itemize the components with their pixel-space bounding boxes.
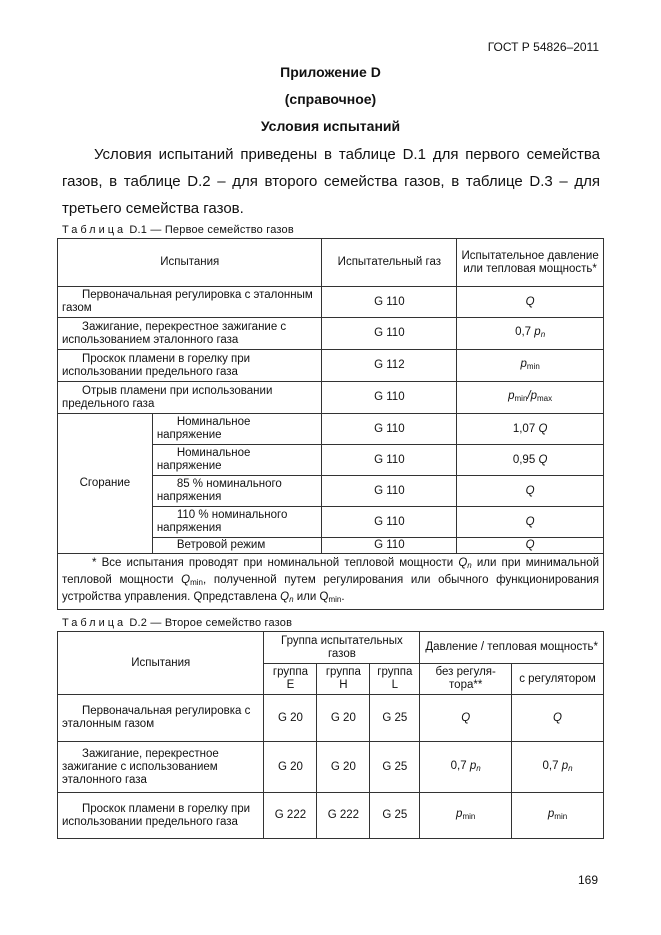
table-row: [58, 695, 604, 742]
caption-prefix: Таблица: [62, 224, 127, 236]
note-text: * Все испытания проводят при номинальной тепловой мощности: [92, 557, 459, 569]
value-cell: [457, 287, 604, 318]
note-text: или при минимальной тепловой мощности: [62, 557, 600, 586]
table1-footnote: [58, 554, 604, 610]
th-group-l: группа L: [370, 664, 420, 695]
th-group-h: группа H: [317, 664, 370, 695]
sub-test: 85 % номинального напряжения: [152, 476, 322, 507]
gas-l: G 25: [370, 793, 420, 839]
note-symbol: Q: [280, 591, 290, 603]
gas-cell: G 112: [322, 350, 457, 382]
test-name: Проскок пламени в горелку при использовании предельного газа: [58, 793, 264, 839]
gas-cell: G 110: [322, 445, 457, 476]
value: Q: [525, 295, 535, 308]
note-text: или Q: [293, 591, 329, 603]
value-subscript: min: [514, 394, 528, 403]
value-subscript: min: [462, 812, 476, 821]
gas-cell: G 110: [322, 382, 457, 414]
appendix-title: Приложение D: [280, 64, 381, 80]
note-text: , полученной путем регулирования или обычного функционирования устройства управления. Q: [62, 574, 599, 603]
table1-caption: [62, 224, 294, 236]
table1-header-row: [58, 239, 604, 287]
note-subscript: min: [190, 578, 203, 587]
value-cell: [457, 318, 604, 350]
value-symbol: p: [547, 808, 555, 820]
table-row: [58, 414, 604, 445]
sub-test: 110 % номинального напряжения: [152, 507, 322, 538]
gas-e: G 20: [264, 695, 317, 742]
gas-cell: G 110: [322, 287, 457, 318]
table-row: [58, 287, 604, 318]
gas-l: G 25: [370, 695, 420, 742]
table2-header-row: [58, 632, 604, 664]
gas-cell: G 110: [322, 507, 457, 538]
gas-h: G 222: [317, 793, 370, 839]
appendix-subtitle: (справочное): [284, 91, 377, 107]
value-symbol-2: /p: [527, 390, 537, 402]
value-symbol: p: [534, 326, 541, 338]
caption-text: D.2 — Второе семейство газов: [126, 617, 293, 629]
value-symbol: p: [508, 390, 515, 402]
intro-paragraph: Условия испытаний приведены в таблице D.1 для первого семейства газов, в таблице D.2 – для второго семейства газов, в таблице D.3 – для третьего семейства газов.: [62, 146, 600, 217]
value: Q: [461, 711, 471, 724]
table-d1: [57, 238, 604, 610]
th-pressure: Давление / тепловая мощность*: [420, 632, 604, 664]
value-cell: [457, 414, 604, 445]
table-d2: [57, 631, 604, 839]
value: 0,7: [450, 759, 467, 772]
table-row: [58, 350, 604, 382]
value-symbol: p: [520, 358, 527, 370]
value-cell: [457, 507, 604, 538]
value-with-reg: [512, 793, 604, 839]
value: Q: [525, 484, 535, 497]
note-subscript: n: [467, 561, 472, 570]
value: 1,07: [512, 422, 536, 435]
value: 0,95: [512, 453, 536, 466]
th-tests: Испытания: [58, 632, 264, 695]
value-symbol: Q: [538, 422, 548, 435]
table2-caption: [62, 617, 292, 629]
value-cell: [457, 445, 604, 476]
caption-text: D.1 — Первое семейство газов: [126, 224, 294, 236]
combustion-label: Сгорание: [58, 414, 153, 554]
gas-cell: G 110: [322, 318, 457, 350]
value: 0,7: [515, 326, 532, 338]
value-subscript: n: [568, 763, 573, 773]
page-number: 169: [578, 873, 599, 887]
test-name: Зажигание, перекрестное зажигание с использованием эталонного газа: [58, 742, 264, 793]
value-with-reg: [512, 695, 604, 742]
value: Q: [525, 515, 535, 528]
value-subscript: n: [540, 330, 546, 339]
caption-prefix: Таблица: [62, 617, 127, 629]
gas-e: G 222: [264, 793, 317, 839]
value-subscript-2: max: [537, 394, 553, 403]
gas-cell: G 110: [322, 538, 457, 554]
sub-test: Номинальное напряжение: [152, 414, 322, 445]
test-name: Проскок пламени в горелку при использовании предельного газа: [58, 350, 322, 382]
table1-note-row: [58, 554, 604, 610]
note-text: представлена: [202, 591, 281, 603]
table-row: [58, 318, 604, 350]
note-text: .: [341, 591, 345, 603]
value-cell: [457, 476, 604, 507]
value: 0,7: [542, 759, 559, 772]
table-row: [58, 793, 604, 839]
value-symbol: p: [561, 759, 569, 772]
th-pressure: Испытательное давление или тепловая мощность*: [457, 239, 604, 287]
value-cell: [457, 350, 604, 382]
note-subscript: n: [289, 595, 294, 604]
value-symbol: p: [469, 759, 477, 772]
value-with-reg: [512, 742, 604, 793]
test-name: Зажигание, перекрестное зажигание с использованием эталонного газа: [58, 318, 322, 350]
value-symbol: Q: [538, 453, 548, 466]
value-subscript: min: [526, 362, 540, 371]
value-subscript: n: [476, 763, 481, 773]
gas-cell: G 110: [322, 414, 457, 445]
table-row: [58, 742, 604, 793]
value: Q: [553, 711, 562, 724]
th-groups: Группа испытательных газов: [264, 632, 420, 664]
document-header: ГОСТ Р 54826–2011: [487, 40, 599, 54]
th-group-e: группа E: [264, 664, 317, 695]
sub-test: Номинальное напряжение: [152, 445, 322, 476]
note-subscript: min: [328, 595, 342, 604]
value-no-reg: [420, 742, 512, 793]
gas-cell: G 110: [322, 476, 457, 507]
value: Q: [525, 539, 535, 551]
value-subscript: min: [554, 812, 568, 821]
value-symbol: p: [456, 808, 463, 820]
gas-l: G 25: [370, 742, 420, 793]
value-no-reg: [420, 793, 512, 839]
th-no-regulator: без регуля-тора**: [420, 664, 512, 695]
value-no-reg: [420, 695, 512, 742]
value-cell: [457, 382, 604, 414]
th-gas: Испытательный газ: [322, 239, 457, 287]
gas-e: G 20: [264, 742, 317, 793]
note-symbol: Q: [181, 574, 191, 586]
test-name: Первоначальная регулировка с эталонным газом: [58, 287, 322, 318]
note-symbol: Q: [458, 557, 468, 569]
th-tests: Испытания: [58, 239, 322, 287]
sub-test: Ветровой режим: [152, 538, 322, 554]
test-name: Отрыв пламени при использовании предельного газа: [58, 382, 322, 414]
section-heading: Условия испытаний: [260, 118, 401, 134]
table-row: [58, 382, 604, 414]
test-name: Первоначальная регулировка с эталонным газом: [58, 695, 264, 742]
th-with-regulator: с регулятором: [512, 664, 604, 695]
gas-h: G 20: [317, 695, 370, 742]
gas-h: G 20: [317, 742, 370, 793]
value-cell: [457, 538, 604, 554]
